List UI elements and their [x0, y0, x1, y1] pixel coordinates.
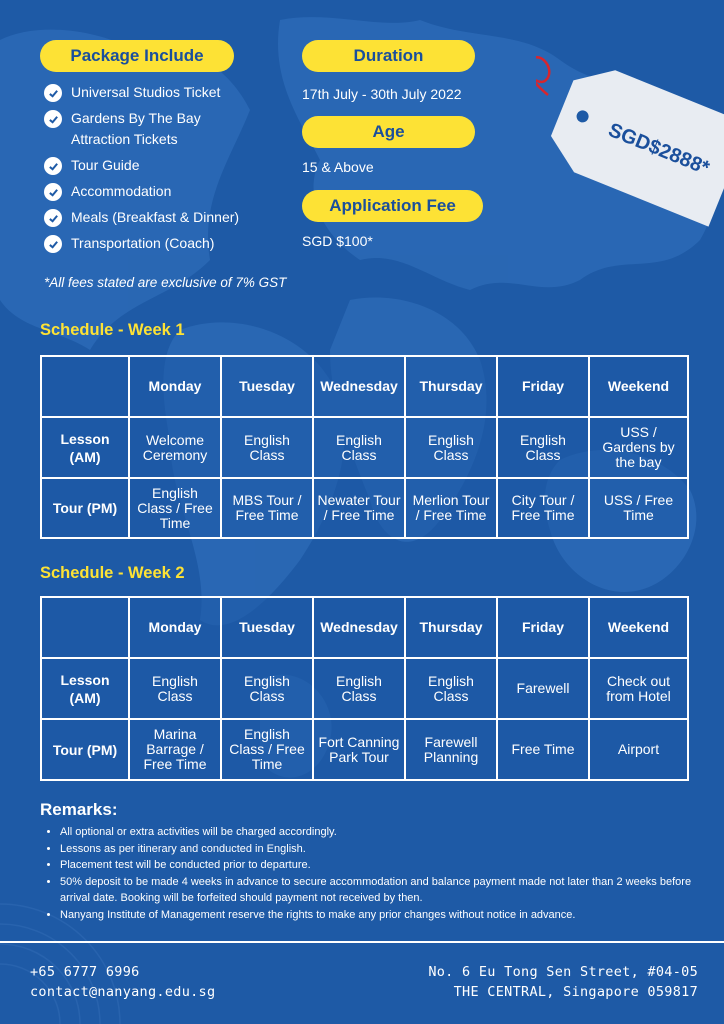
schedule-cell: USS / Gardens by the bay	[589, 417, 688, 478]
day-header: Weekend	[589, 597, 688, 658]
row-label: Lesson (AM)	[41, 417, 129, 478]
schedule-cell: Farewell Planning	[405, 719, 497, 780]
schedule-cell: MBS Tour / Free Time	[221, 478, 313, 538]
day-header: Wednesday	[313, 597, 405, 658]
schedule-cell: Fort Canning Park Tour	[313, 719, 405, 780]
day-header: Monday	[129, 597, 221, 658]
phone-number[interactable]: +65 6777 6996	[30, 964, 140, 980]
day-header: Friday	[497, 356, 589, 417]
day-header: Monday	[129, 356, 221, 417]
remarks-title: Remarks:	[40, 800, 118, 819]
table-row	[41, 719, 688, 780]
table-row	[41, 417, 688, 478]
remark-item: • Nanyang Institute of Management reserve the rights to make any prior changes without notice in advance.	[60, 907, 710, 924]
row-label: Tour (PM)	[41, 719, 129, 780]
check-icon	[44, 235, 62, 253]
day-header: Weekend	[589, 356, 688, 417]
check-icon	[44, 84, 62, 102]
table-header-row	[41, 597, 688, 658]
schedule-cell: Newater Tour / Free Time	[313, 478, 405, 538]
day-header: Friday	[497, 597, 589, 658]
schedule-cell: USS / Free Time	[589, 478, 688, 538]
package-item: Gardens By The Bay Attraction Tickets	[44, 108, 251, 150]
schedule-cell: English Class	[129, 658, 221, 719]
age-value: 15 & Above	[302, 159, 374, 175]
application-fee-heading: Application Fee	[302, 190, 483, 222]
address-line-2: THE CENTRAL, Singapore 059817	[453, 984, 698, 1000]
schedule-cell: English Class	[221, 658, 313, 719]
corner-cell	[41, 356, 129, 417]
day-header: Thursday	[405, 356, 497, 417]
remarks-list	[44, 824, 710, 923]
schedule-cell: Merlion Tour / Free Time	[405, 478, 497, 538]
table-row	[41, 658, 688, 719]
remark-item: • Lessons as per itinerary and conducted in English.	[60, 841, 710, 858]
package-item: Accommodation	[44, 181, 251, 202]
schedule-cell: Farewell	[497, 658, 589, 719]
week1-title: Schedule - Week 1	[40, 321, 185, 339]
price-label: SGD$2888*	[605, 119, 713, 180]
schedule-cell: English Class / Free Time	[221, 719, 313, 780]
age-heading: Age	[302, 116, 475, 148]
day-header: Tuesday	[221, 356, 313, 417]
schedule-cell: Welcome Ceremony	[129, 417, 221, 478]
schedule-cell: English Class / Free Time	[129, 478, 221, 538]
remark-item: • All optional or extra activities will be charged accordingly.	[60, 824, 710, 841]
price-tag	[536, 40, 724, 240]
address-block	[428, 962, 698, 1002]
row-label: Lesson (AM)	[41, 658, 129, 719]
schedule-cell: English Class	[313, 658, 405, 719]
remark-item: • Placement test will be conducted prior to departure.	[60, 857, 710, 874]
remark-item: • 50% deposit to be made 4 weeks in advance to secure accommodation and balance payment made not later than 2 weeks before arrival date. Booking will be forfeited should payment not received by then.	[60, 874, 710, 907]
week2-title: Schedule - Week 2	[40, 564, 185, 582]
corner-cell	[41, 597, 129, 658]
duration-value: 17th July - 30th July 2022	[302, 86, 462, 102]
gst-note: *All fees stated are exclusive of 7% GST	[44, 275, 287, 290]
check-icon	[44, 157, 62, 175]
check-icon	[44, 110, 62, 128]
email-link[interactable]: contact@nanyang.edu.sg	[30, 984, 216, 1000]
schedule-cell: Airport	[589, 719, 688, 780]
check-icon	[44, 209, 62, 227]
package-item: Transportation (Coach)	[44, 233, 251, 254]
package-checklist	[44, 82, 251, 259]
schedule-cell: Free Time	[497, 719, 589, 780]
footer-divider	[0, 941, 724, 943]
row-label: Tour (PM)	[41, 478, 129, 538]
package-item: Universal Studios Ticket	[44, 82, 251, 103]
package-item: Tour Guide	[44, 155, 251, 176]
day-header: Tuesday	[221, 597, 313, 658]
schedule-cell: Check out from Hotel	[589, 658, 688, 719]
week2-schedule-table	[40, 596, 689, 781]
schedule-cell: English Class	[221, 417, 313, 478]
day-header: Thursday	[405, 597, 497, 658]
schedule-cell: Marina Barrage / Free Time	[129, 719, 221, 780]
table-header-row	[41, 356, 688, 417]
fee-value: SGD $100*	[302, 233, 373, 249]
check-icon	[44, 183, 62, 201]
package-item: Meals (Breakfast & Dinner)	[44, 207, 251, 228]
day-header: Wednesday	[313, 356, 405, 417]
week1-schedule-table	[40, 355, 689, 539]
schedule-cell: English Class	[405, 658, 497, 719]
contact-block	[30, 962, 215, 1002]
table-row	[41, 478, 688, 538]
schedule-cell: English Class	[313, 417, 405, 478]
schedule-cell: English Class	[497, 417, 589, 478]
schedule-cell: English Class	[405, 417, 497, 478]
duration-heading: Duration	[302, 40, 475, 72]
package-include-heading: Package Include	[40, 40, 234, 72]
schedule-cell: City Tour / Free Time	[497, 478, 589, 538]
address-line-1: No. 6 Eu Tong Sen Street, #04-05	[428, 964, 698, 980]
